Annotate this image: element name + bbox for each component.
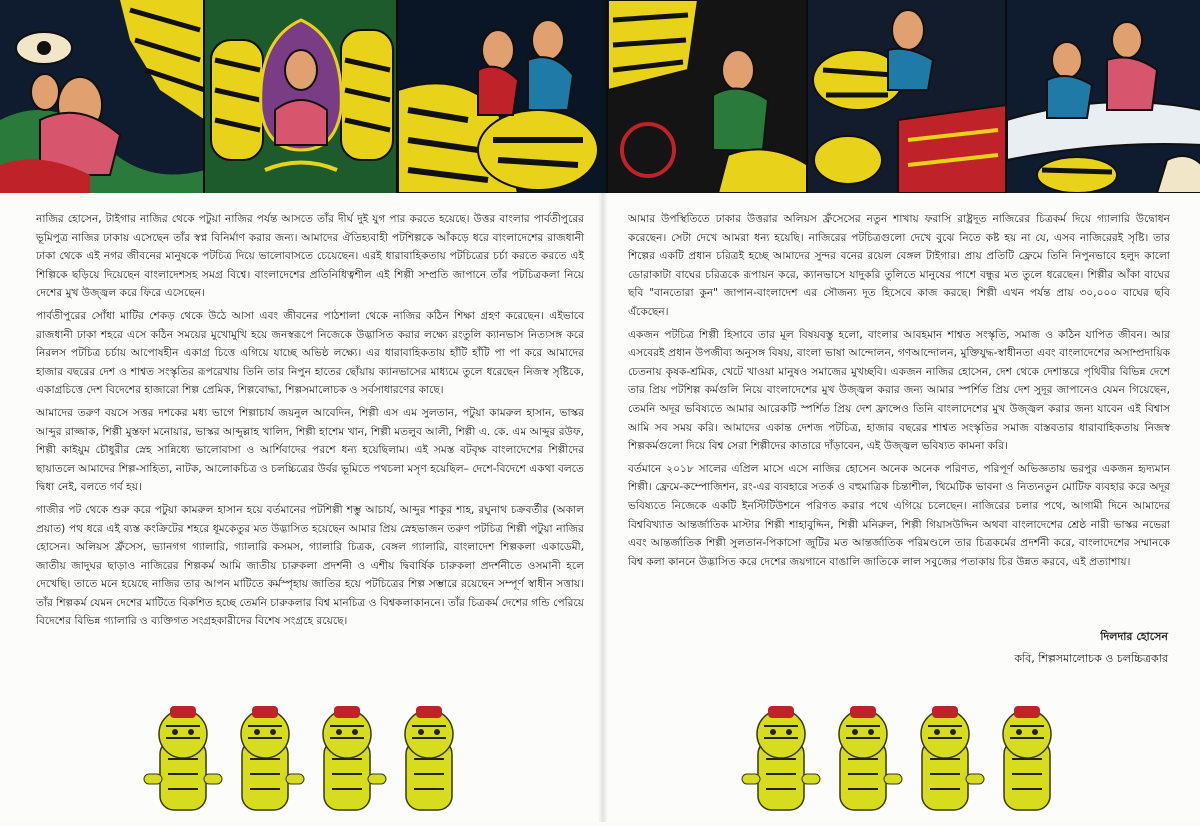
left-paragraph-4: গাজীর পট থেকে শুরু করে পটুয়া কামরুল হাসান হয়ে বর্তমানের পটশিল্পী শম্ভু আচার্য, আব্দুর শাকুর শাহ, রঘুনাথ চক্রবর্তীর (অকাল প্রয়াত) পথ ধরে এই ব্যস্ত কংক্রিটের শহরে ধূমকেতুর মত উদ্ভাসিত হয়েছেন আমার প্রিয় স্নেহভাজন তরুণ পটচিত্র শিল্পী পটুয়া নাজির হোসেন। অলিয়স ফ্রঁসেস, ভ্যানগগ গ্যালারি, গ্যালারি কসমস, গ্যালারি চিত্রক, বেঙ্গল গ্যালারি, বাংলাদেশ শিল্পকলা একাডেমী, জাতীয় জাদুঘর ছাড়াও নাজিরের শিল্পকর্ম আমি জাতীয় চারুকলা প্রদর্শনী ও এশীয় দ্বিবার্ষিক চারুকলা প্রদর্শনীতে ওসমানী হলে দেখেছি। তাতে মনে হয়েছে নাজির তার আপন মাটিতে কর্মস্পৃহায় জাতির হয়ে পটচিত্রের শিল্প সম্ভারে রয়েছেন সম্পূর্ণ স্বাধীন সত্তায়। তাঁর শিল্পকর্ম যেমন দেশের মাটিতে বিকশিত হচ্ছে তেমনি চারুকলার বিশ্ব মানচিত্র ও বিশ্বকলাকাননে। তাঁর চিত্রকর্ম দেশের গন্ডি পেরিয়ে বিদেশের বিভিন্ন গ্যালারি ও ব্যক্তিগত সংগ্রহকারীদের বিশেষ সংগ্রহে রয়েছে। xyxy=(36,503,584,628)
left-paragraph-3: আমাদের তরুণ বয়সে সত্তর দশকের মধ্য ভাগে শিল্পাচার্য জয়নুল আবেদিন, শিল্পী এস এম সুলতান, পটুয়া কামরুল হাসান, ভাস্কর আব্দুর রাজ্জাক, শিল্পী মুস্তফা মনোয়ার, ভাস্কর আব্দুল্লাহ খালিদ, শিল্পী হাশেম খান, শিল্পী মতলুব আলী, শিল্পী এ. কে. এম আব্দুর রউফ, শিল্পী কাইয়ুম চৌধুরীর স্নেহ সান্নিধ্যে ভালোবাসা ও আর্শিবাদের পরশে ধন্য হয়েছিলাম। এই সমস্ত বটবৃক্ষ বাংলাদেশের শিল্পীদের ছায়াতলে আমাদের শিল্প-সাহিত্য, নাটক, আলোকচিত্র ও চলচ্চিত্রের উর্বর ভূমিতে পথচলা মসৃণ হয়েছিল– দেশে-বিদেশে একথা বলতে দ্বিধা নেই, বলতে গর্ব হয়। xyxy=(36,406,584,494)
left-paragraph-2: পার্বতীপুরের সোঁধা মাটির শেকড় থেকে উঠে আসা এবং জীবনের পাঠশালা থেকে নাজির কঠিন শিক্ষা গ্রহণ করেছেন। এইভাবে রাজধানী ঢাকা শহরে এসে কঠিন সময়ের মুখোমুখি হয়ে জনস্বরূপে নিজেকে উদ্ভাসিত করার লক্ষ্যে রংতুলি ক্যানভাস নিত্যসঙ্গ করে নিরলস পটচিত্র চর্চায় আপোষহীন একাগ্র চিত্তে এগিয়ে যাচ্ছে অভিষ্ঠ লক্ষ্যে। এর ধারাবাহিকতায় হাঁটি হাঁটি পা পা করে আমাদের হাজার বছরের দেশ ও শাশ্বত সংস্কৃতির রূপরেখায় তিনি তার নিপুন হাতের ছোঁয়ায় ক্যানভাসের মাধ্যমে তুলে ধরেছেন নিজস্ব সৃষ্টিকে, একাগ্রচিত্তে দেশ বিদেশের হাজারো শিল্প প্রেমিক, শিল্পবোদ্ধা, শিল্পসমালোচক ও সর্বসাধারণের কাছে। xyxy=(36,309,584,397)
right-paragraph-3: বর্তমানে ২০১৮ সালের এপ্রিল মাসে এসে নাজির হোসেন অনেক অনেক পরিণত, পরিপূর্ণ অভিজ্ঞতায় ভরপুর একজন হৃদ্যমান শিল্পী। ফ্রেমে-কম্পোজিশন, রং-এর ব্যবহারে সতর্ক ও বহুমাত্রিক চিন্তাশীল, থিমেটিক ভাবনা ও নিত্যনতুন মোটিফ ব্যবহার করে অদূর ভবিষ্যতে নিজেকে একটি ইনস্টিটিউশনে পরিণত করার পথে এগিয়ে চলেছেন। নাজিরের চলার পথে, আগামী দিনে আমাদের বিশ্ববিখ্যাত আন্তর্জাতিক মাস্টার শিল্পী শাহাবুদ্দিন, শিল্পী মনিরুল, শিল্পী গিয়াসউদ্দিন অথবা বাংলাদেশের শ্রেষ্ঠ নারী ভাস্কর নভেরা এবং আন্তর্জাতিক শিল্পী সুলতান-পিকাসো জুটির মত আন্তর্জাতিক পরিমণ্ডলে তার চিত্রকর্মের প্রদর্শনী করে, বাংলাদেশের সম্মানকে বিশ্ব কলা কাননে উদ্ভাসিত করে দেশের জয়গানে বাঙালি জাতিকে লাল সবুজের পতাকায় চির উন্নত করবে, এই প্রত্যাশায়। xyxy=(628,462,1170,568)
art-panel-couple-on-airplane xyxy=(1007,0,1200,193)
page-gutter xyxy=(598,0,608,822)
right-page-text xyxy=(628,210,1170,575)
tiger-figurine-icon xyxy=(742,706,1051,810)
tiger-figurines-right xyxy=(736,704,1066,824)
right-paragraph-2: একজন পটচিত্র শিল্পী হিসাবে তার মূল বিষয়বস্তু হলো, বাংলার আবহমান শাশ্বত সংস্কৃতি, সমাজ ও কঠিন যাপিত জীবন। আর এসবেরই প্রধান উপজীব্য অনুসঙ্গ বিষয়, বাংলা ভাষা আন্দোলন, গণআন্দোলন, মুক্তিযুদ্ধ-স্বাধীনতা এবং বাংলাদেশের অসাম্প্রদায়িক চেতনায় কৃষক-শ্রমিক, খেটে খাওয়া মানুষও সমাজের মুখচ্ছবি। একজন নাজির হোসেন, দেশ থেকে দেশান্তরে পৃথিবীর বিভিন্ন দেশে তার প্রিয় পটশিল্প কর্মগুলি নিয়ে বাংলাদেশের মুখ উজ্জ্বল করার জন্য আমার স্পর্শিত প্রিয় দেশ সুদূর জাপানেও যেমন গিয়েছেন, তেমনি অদূর ভবিষ্যতে আমার আরেকটি স্পর্শিত প্রিয় দেশ ফ্রান্সেও তিনি বাংলাদেশের মুখ উজ্জ্বল করার জন্য যাবেন এই বিশ্বাস আমি সব সময় করি। আমাদের একান্ত দেশজ পটচিত্র, হাজার বছরের শাশ্বত সংস্কৃতির সমাজ বাস্তবতার ধারাবাহিকতায় নিজস্ব শিল্পকর্মগুলো দিয়ে বিশ্ব সেরা শিল্পীদের কাতারে দাঁড়াবেন, এই উজ্জ্বল ভবিষ্যত কামনা করি। xyxy=(628,328,1170,453)
tiger-figurines-left xyxy=(138,704,468,824)
author-signature xyxy=(1014,626,1168,670)
art-panel-tigers-with-bicycle xyxy=(608,0,808,193)
right-paragraph-1: আমার উপস্থিতিতে ঢাকার উত্তরার অলিয়স ফ্রঁসেসের নতুন শাখায় ফরাসি রাষ্ট্রদূত নাজিরের চিত্রকর্ম দিয়ে গ্যালারি উদ্বোধন করেছেন। সেটা দেখে আমরা ধন্য হয়েছি। নাজিরের পটচিত্রগুলো দেখে বুঝে নিতে কষ্ট হয় না যে, এসব নাজিরেরই সৃষ্টি। তার শিল্পের একটি প্রধান চরিত্রই হচ্ছে আমাদের সুন্দর বনের রয়েল বেঙ্গল টাইগার। প্রায় প্রতিটি ফ্রেমে তিনি নিপুনভাবে হলুদ কালো ডোরাকাটা বাঘের চরিত্রকে রূপায়ন করে, ক্যানভাসে যাদুকরি তুলিতে মানুষের পাশে বন্ধুর মত তুলে ধরেছেন। শিল্পীর আঁকা বাঘের ছবি "বানতোরা কুন" জাপান-বাংলাদেশ এর সৌজন্য দূত হিসেবে কাজ করছে। শিল্পী এখন পর্যন্ত প্রায় ৩০,০০০ বাঘের ছবি এঁকেছেন। xyxy=(628,213,1170,318)
art-panel-women-with-tiger xyxy=(0,0,205,193)
left-paragraph-1: নাজির হোসেন, টাইগার নাজির থেকে পটুয়া নাজির পর্যন্ত আসতে তাঁর দীর্ঘ দুই যুগ পার করতে হয়েছে। উত্তর বাংলার পার্বতীপুরের ভূমিপুত্র নাজির ঢাকায় এসেছেন তাঁর স্বপ্ন বিনির্মাণ করার জন্য। আমাদের ঐতিহ্যবাহী পটশিল্পকে আঁকড়ে ধরে বাংলাদেশের রাজধানী ঢাকা থেকে এই নগর জীবনের মানুষকে পটচিত্র দিয়ে ভালোবাসতে চেয়েছেন। এরই ধারাবাহিকতায় পটচিত্রের চর্চা করতে করতে এই শিল্পিকে ছড়িয়ে দিয়েছেন বাংলাদেশসহ সমগ্র বিশ্বে। বাংলাদেশের প্রতিনিধিত্বশীল এই শিল্পী সম্প্রতি জাপানে তাঁর পটচিত্রকলা নিয়ে দেশের মুখ উজ্জ্বল করে ফিরে এসেছেন। xyxy=(36,213,584,300)
author-role: কবি, শিল্পসমালোচক ও চলচ্চিত্রকার xyxy=(1014,652,1168,665)
left-page-text xyxy=(36,210,584,635)
tiger-figurine-icon xyxy=(144,706,453,810)
art-panel-couple-riding-tiger xyxy=(398,0,608,193)
author-name: দিলদার হোসেন xyxy=(1100,630,1168,643)
art-panel-goddess-with-tigers xyxy=(205,0,397,193)
art-panel-tiger-with-train xyxy=(808,0,1006,193)
